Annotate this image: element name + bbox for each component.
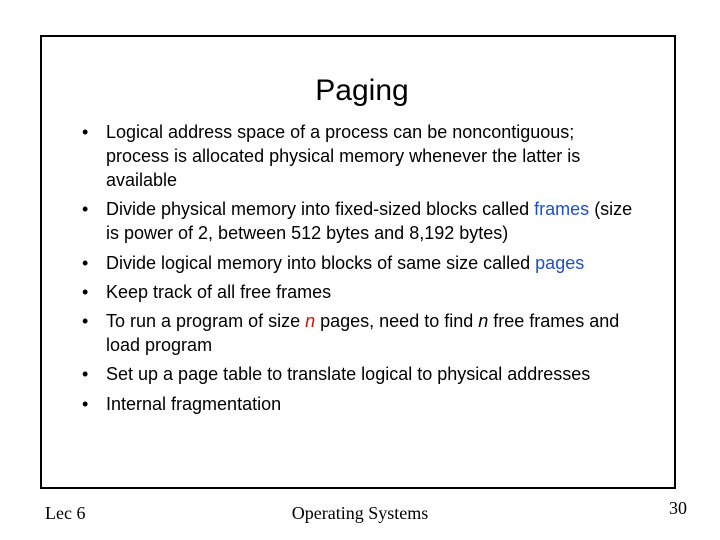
footer-lecture: Lec 6 <box>45 503 86 523</box>
bullet-item <box>82 392 642 416</box>
bullet-text: Logical address space of a process can be noncontiguous; process is allocated physical memory whenever the latter is available <box>106 122 581 190</box>
bullet-marker: • <box>82 281 89 302</box>
bullet-item <box>82 197 642 245</box>
bullet-marker: • <box>82 252 89 273</box>
term-frames: frames <box>534 199 590 220</box>
footer-course: Operating Systems <box>291 503 429 523</box>
variable-n: n <box>478 311 489 332</box>
footer-page-number: 30 <box>669 498 687 518</box>
bullet-list <box>82 120 642 421</box>
slide-title: Paging <box>315 74 409 107</box>
bullet-marker: • <box>82 199 89 220</box>
bullet-item <box>82 280 642 304</box>
bullet-item <box>82 251 642 275</box>
bullet-text: Set up a page table to translate logical to physical addresses <box>106 364 591 385</box>
bullet-item <box>82 309 642 357</box>
bullet-text: Divide logical memory into blocks of same size called <box>106 252 536 273</box>
bullet-marker: • <box>82 364 89 385</box>
bullet-text: Keep track of all free frames <box>106 281 332 302</box>
bullet-text: To run a program of size <box>106 311 306 332</box>
term-pages: pages <box>535 252 585 273</box>
bullet-text: (size is power of 2, between 512 bytes and 8,192 bytes) <box>106 199 633 244</box>
bullet-marker: • <box>82 311 89 332</box>
variable-n-red: n <box>305 311 316 332</box>
bullet-text: Divide physical memory into fixed-sized blocks called <box>106 199 535 220</box>
bullet-marker: • <box>82 393 89 414</box>
bullet-item <box>82 362 642 386</box>
bullet-text: free frames and load program <box>106 311 620 356</box>
bullet-marker: • <box>82 122 89 142</box>
bullet-text: pages, need to find <box>315 311 479 332</box>
bullet-text: Internal fragmentation <box>106 393 282 414</box>
bullet-item <box>82 120 642 192</box>
